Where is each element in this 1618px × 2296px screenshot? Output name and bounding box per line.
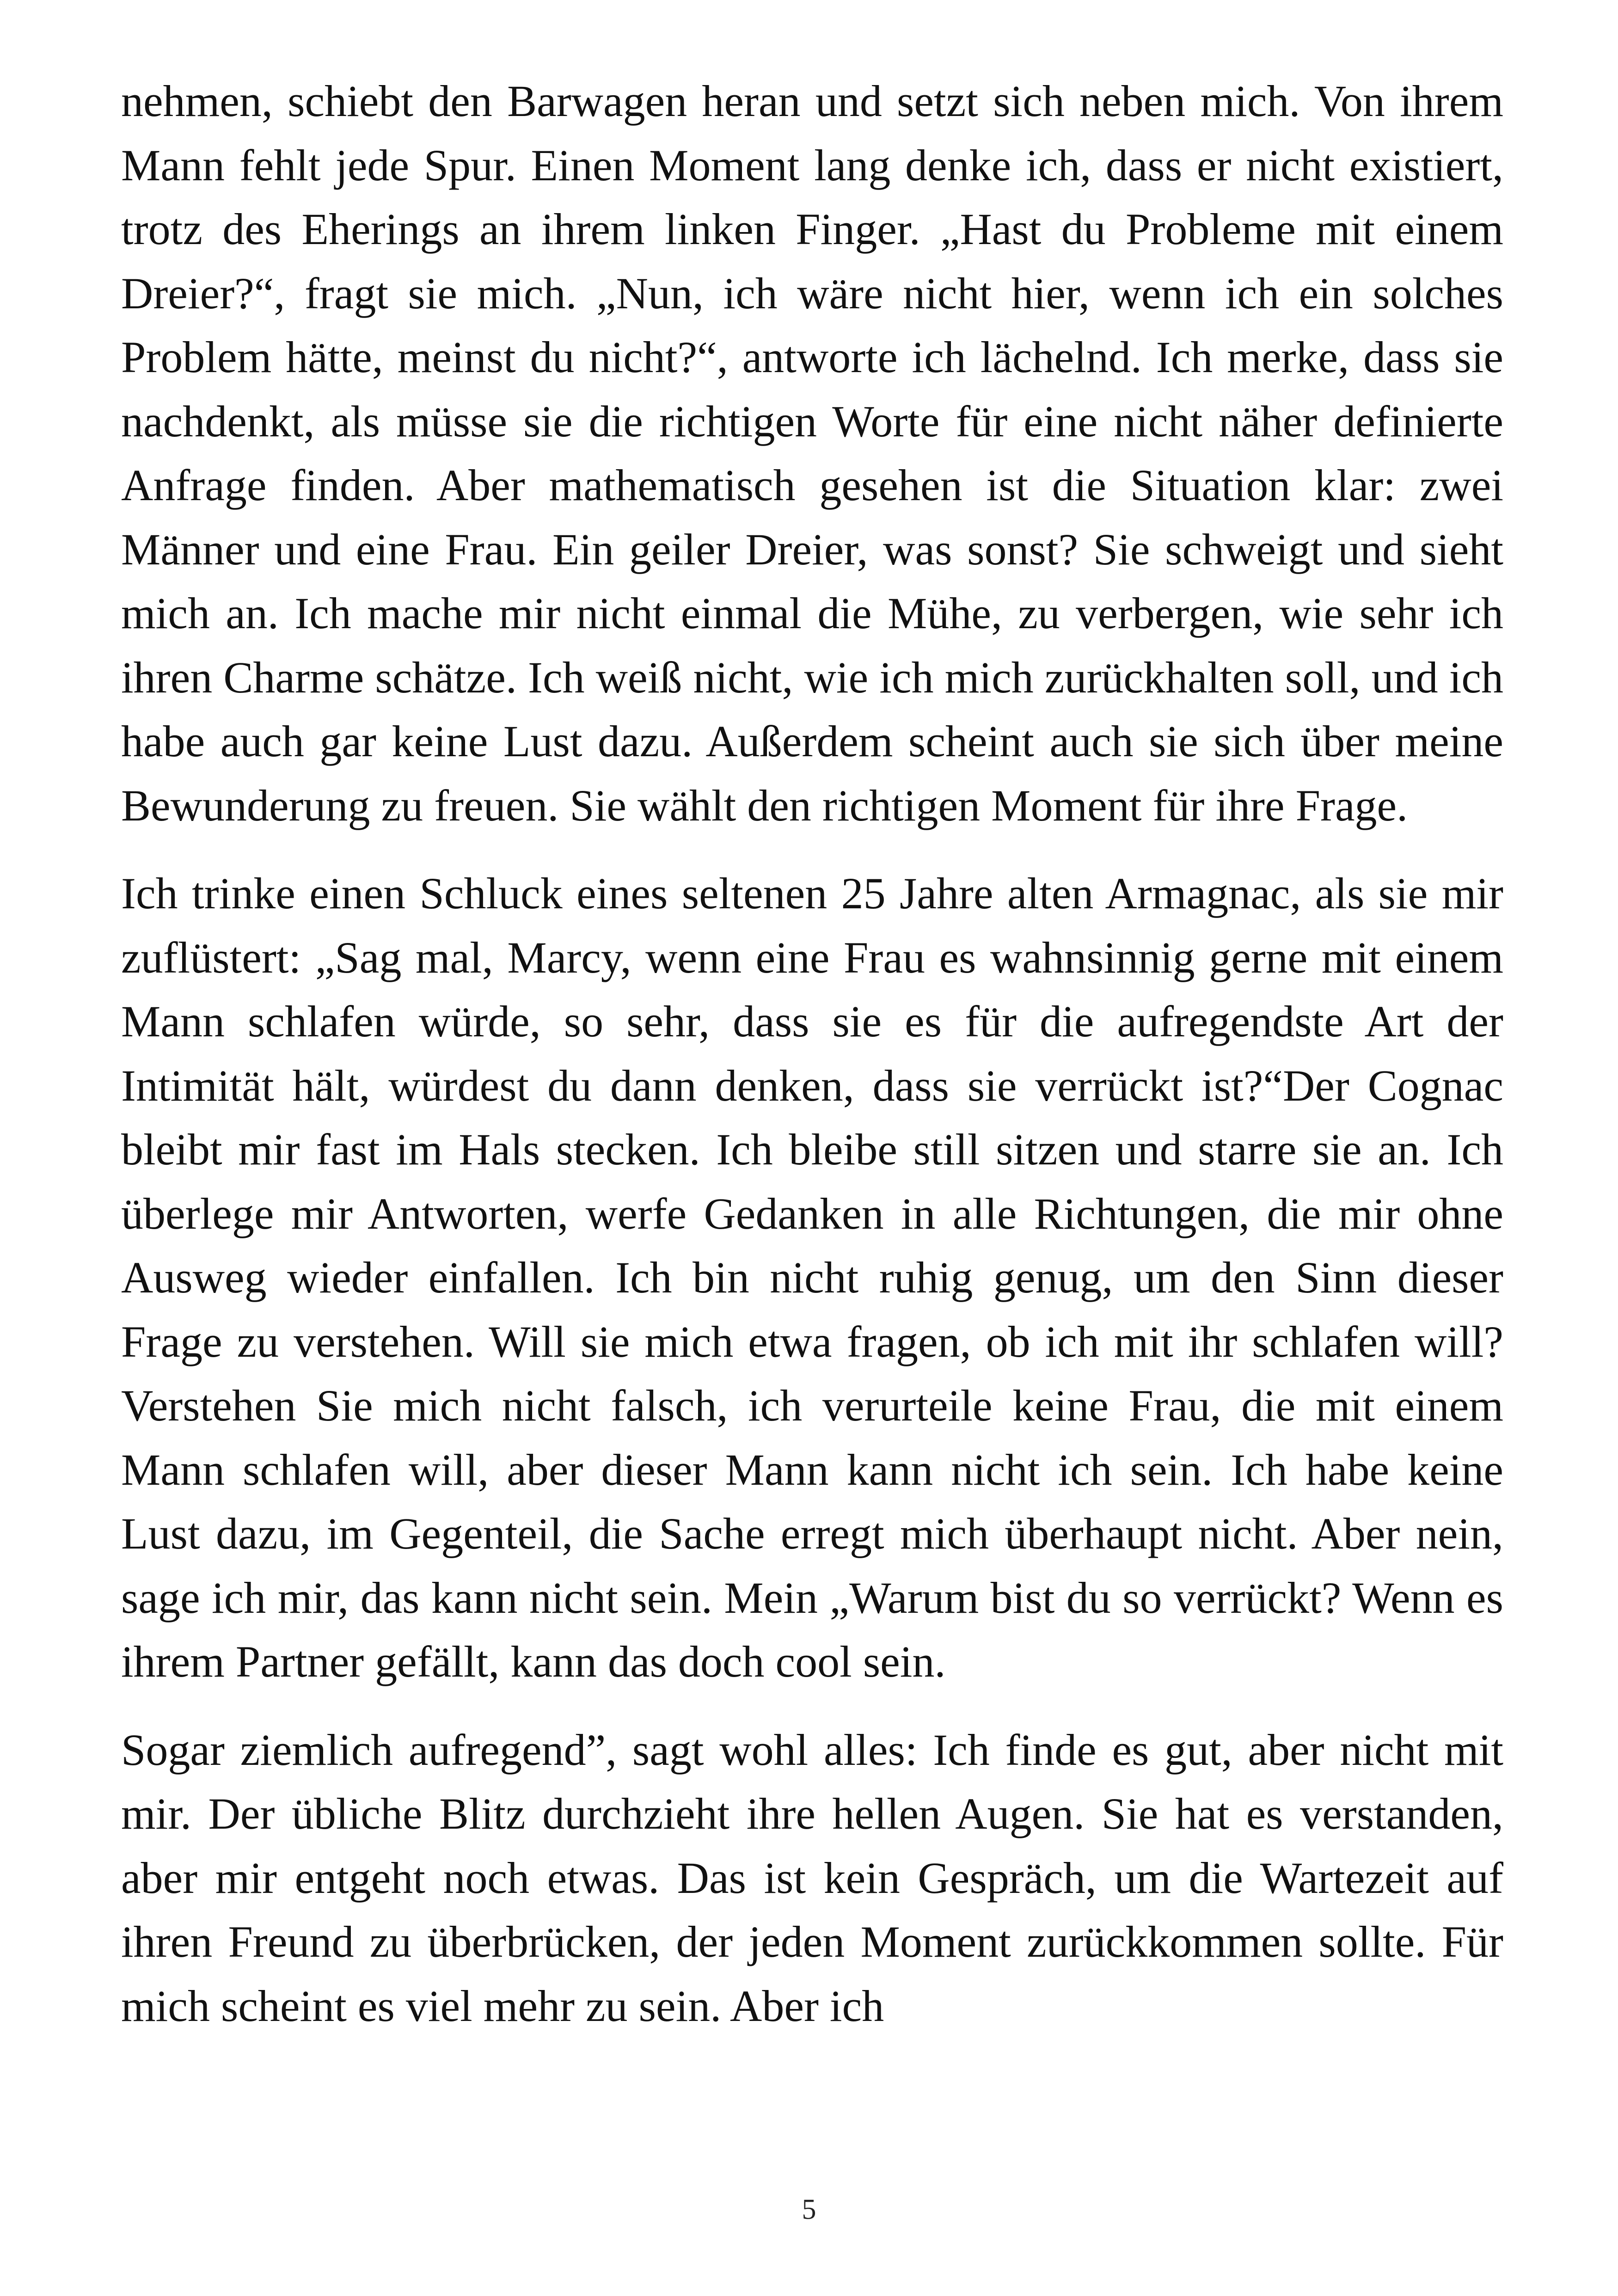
paragraph-3: Sogar ziemlich aufregend”, sagt wohl alles: Ich finde es gut, aber nicht mit mir. Der übliche Blitz durchzieht ihre hellen Augen. Sie hat es verstanden, aber mir entgeht noch etwas. Das ist kein Gespräch, um die Wartezeit auf ihren Freund zu überbrücken, der jeden Moment zurückkommen sollte. Für mich scheint es viel mehr zu sein. Aber ich [121, 1725, 1503, 2031]
body-text [121, 69, 1503, 2062]
paragraph-2: Ich trinke einen Schluck eines seltenen 25 Jahre alten Armagnac, als sie mir zuflüstert: „Sag mal, Marcy, wenn eine Frau es wahnsinnig gerne mit einem Mann schlafen würde, so sehr, dass sie es für die aufregendste Art der Intimität hält, würdest du dann denken, dass sie verrückt ist?“Der Cognac bleibt mir fast im Hals stecken. Ich bleibe still sitzen und starre sie an. Ich überlege mir Antworten, werfe Gedanken in alle Richtungen, die mir ohne Ausweg wieder einfallen. Ich bin nicht ruhig genug, um den Sinn dieser Frage zu verstehen. Will sie mich etwa fragen, ob ich mit ihr schlafen will? Verstehen Sie mich nicht falsch, ich verurteile keine Frau, die mit einem Mann schlafen will, aber dieser Mann kann nicht ich sein. Ich habe keine Lust dazu, im Gegenteil, die Sache erregt mich überhaupt nicht. Aber nein, sage ich mir, das kann nicht sein. Mein „Warum bist du so verrückt? Wenn es ihrem Partner gefällt, kann das doch cool sein. [121, 869, 1503, 1686]
page-number: 5 [802, 2194, 816, 2225]
paragraph-1: nehmen, schiebt den Barwagen heran und setzt sich neben mich. Von ihrem Mann fehlt jede Spur. Einen Moment lang denke ich, dass er nicht existiert, trotz des Eherings an ihrem linken Finger. „Hast du Probleme mit einem Dreier?“, fragt sie mich. „Nun, ich wäre nicht hier, wenn ich ein solches Problem hätte, meinst du nicht?“, antworte ich lächelnd. Ich merke, dass sie nachdenkt, als müsse sie die richtigen Worte für eine nicht näher definierte Anfrage finden. Aber mathematisch gesehen ist die Situation klar: zwei Männer und eine Frau. Ein geiler Dreier, was sonst? Sie schweigt und sieht mich an. Ich mache mir nicht einmal die Mühe, zu verbergen, wie sehr ich ihren Charme schätze. Ich weiß nicht, wie ich mich zurückhalten soll, und ich habe auch gar keine Lust dazu. Außerdem scheint auch sie sich über meine Bewunderung zu freuen. Sie wählt den richtigen Moment für ihre Frage. [121, 76, 1503, 830]
